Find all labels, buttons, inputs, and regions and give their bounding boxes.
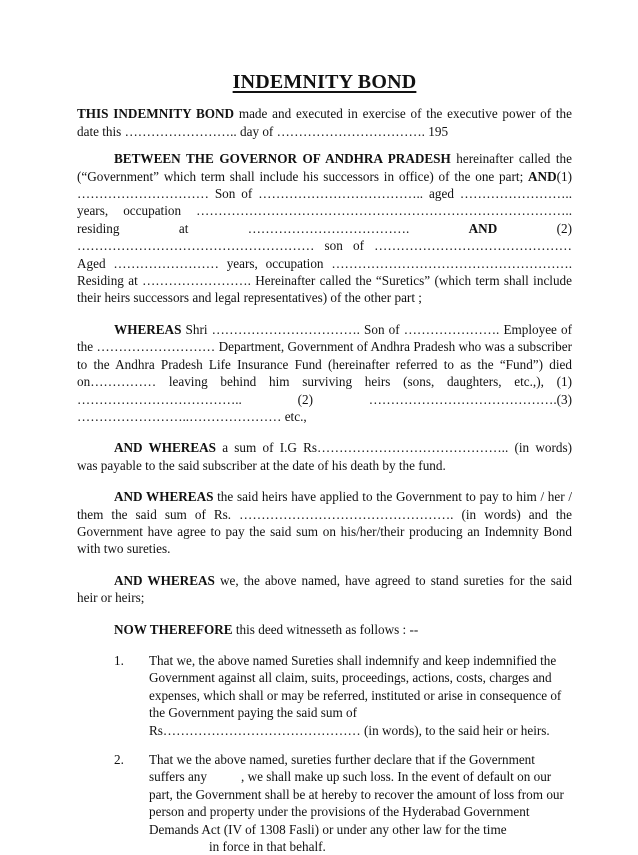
- whereas-4-text: we, the above named, have agreed to stand sureties for the said heir or heirs;: [77, 572, 572, 606]
- clause-item: [77, 751, 572, 855]
- whereas-3-bold: AND WHEREAS: [114, 489, 214, 505]
- whereas-2-text: a sum of I.G Rs…………………………………….. (in words) was payable to the said subscriber at the date of his death by the fund.: [77, 440, 572, 473]
- clause-number: 1.: [114, 652, 124, 668]
- clause-text-part-c: in force in that behalf.: [209, 839, 326, 855]
- whereas-paragraph-3: [77, 488, 572, 558]
- between-text-3: (2) ……………………………………………… son of ……………………………………… Aged …………………… years, occupation ………………………………………………. Residing at ……………………. Hereinafter called the “Suretics” (which term shall include their heirs successors and legal representatives) of the other part ;: [77, 220, 572, 306]
- whereas-paragraph-2: [77, 439, 572, 474]
- whereas-1-bold: WHEREAS: [114, 321, 182, 337]
- between-text-2: (1) ………………………… Son of ……………………………….. aged …………………….. years, occupation ………………………………………………………………………….. residing at ……………………………….: [77, 168, 572, 236]
- now-therefore-text: this deed witnesseth as follows : --: [232, 621, 419, 637]
- between-paragraph: [77, 150, 572, 307]
- clause-list: [77, 652, 572, 855]
- document-title: INDEMNITY BOND: [232, 71, 417, 93]
- between-text-1: hereinafter called the (“Government” which term shall include his successors in office) of the one part;: [77, 151, 572, 184]
- whereas-3-text: the said heirs have applied to the Government to pay to him / her / them the said sum of Rs. …………………………………………. (in words) and the Government have agree to pay the said sum on his/her/their producing an Indemnity Bond with two sureties.: [77, 489, 572, 557]
- whereas-paragraph-4: [77, 572, 572, 607]
- whereas-paragraph-1: [77, 321, 572, 425]
- clause-item: [77, 652, 572, 739]
- clause-text-part-b: , we shall make up such loss. In the event of default on our part, the Government shall be at hereby to recover the amount of loss from our person and property under the provisions of the Hyderabad Government Demands Act (IV of 1308 Fasli) or under any other law for the time: [149, 769, 564, 837]
- clause-text: That we, the above named Sureties shall indemnify and keep indemnified the Government against all claim, suits, proceedings, actions, costs, charges and expenses, which shall or may be referred, instituted or arise in consequence of the Government paying the said sum of Rs……………………………………… (in words), to the said heir or heirs.: [149, 652, 562, 738]
- clause-text-part-a: That we the above named, sureties further declare that if the Government suffers any: [149, 752, 535, 785]
- whereas-4-bold: AND WHEREAS: [114, 572, 215, 588]
- clause-number: 2.: [114, 752, 124, 767]
- whereas-2-bold: AND WHEREAS: [114, 440, 216, 456]
- intro-bold: THIS INDEMNITY BOND: [77, 106, 235, 122]
- intro-text: made and executed in exercise of the executive power of the date this …………………….. day of ……………………………. 195: [77, 106, 572, 139]
- now-therefore-paragraph: [77, 621, 572, 638]
- clause-text: [149, 751, 572, 855]
- between-bold-1: BETWEEN THE GOVERNOR OF ANDHRA PRADESH: [114, 151, 451, 167]
- between-bold-2: AND: [528, 168, 557, 184]
- now-therefore-bold: NOW THEREFORE: [114, 621, 233, 637]
- whereas-1-text: Shri ……………………………. Son of …………………. Employee of the ……………………… Department, Government of Andhra Pradesh who was a subscriber to the Andhra Pradesh Life Insurance Fund (hereinafter referred to as the “Fund”) died on…………… leaving behind him surviving heirs (sons, daughters, etc.,), (1) ……………………………….. (2) …………………………………….(3) ……………………..………………… etc.,: [77, 321, 572, 424]
- intro-paragraph: [77, 105, 572, 140]
- between-bold-3: AND: [468, 220, 498, 236]
